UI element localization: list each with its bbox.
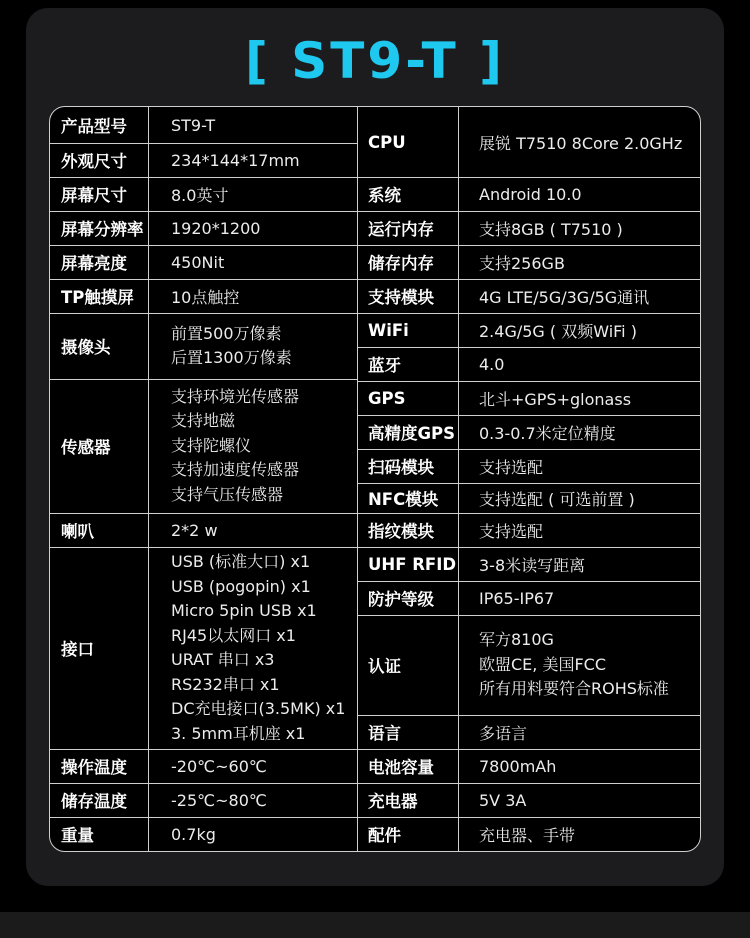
right-row-value (479, 749, 699, 783)
value-line: 支持环境光传感器 (171, 386, 300, 406)
right-row-label: GPS (368, 388, 406, 408)
column-divider (148, 107, 149, 851)
value-line: 8.0英寸 (171, 185, 229, 205)
value-line: 支持选配 ( 可选前置 ) (479, 489, 635, 509)
value-line: 10点触控 (171, 287, 240, 307)
left-row-value (171, 313, 356, 379)
left-row-value (171, 177, 356, 211)
value-line: 支持256GB (479, 253, 565, 273)
value-line: 3. 5mm耳机座 x1 (171, 723, 306, 743)
value-line: 4.0 (479, 354, 505, 374)
right-row-label: 指纹模块 (368, 522, 434, 541)
left-row-value (171, 107, 356, 143)
value-line: IP65-IP67 (479, 588, 555, 608)
right-row-value (479, 581, 699, 615)
column-divider (357, 107, 358, 851)
value-line: 支持陀螺仪 (171, 435, 252, 455)
right-row-label: 语言 (368, 724, 401, 743)
left-row-value (171, 783, 356, 817)
right-row-value (479, 381, 699, 415)
value-line: 支持加速度传感器 (171, 460, 300, 480)
right-row-label: CPU (368, 132, 406, 152)
right-row-value (479, 279, 699, 313)
value-line: 充电器、手带 (479, 825, 576, 845)
value-line: 5V 3A (479, 790, 527, 810)
right-row-value (479, 347, 699, 381)
right-row-value (479, 715, 699, 749)
left-row-value (171, 245, 356, 279)
right-row-label: NFC模块 (368, 490, 439, 509)
right-row-label: 运行内存 (368, 220, 434, 239)
left-row-label: 传感器 (61, 438, 111, 457)
left-row-label: 屏幕尺寸 (61, 186, 127, 205)
right-row-label: 支持模块 (368, 288, 434, 307)
left-row-value (171, 547, 356, 749)
page-title: [ ST9-T ] (245, 32, 505, 90)
right-row-value (479, 615, 699, 715)
right-row-label: 防护等级 (368, 590, 434, 609)
value-line: RS232串口 x1 (171, 674, 280, 694)
right-row-value (479, 245, 699, 279)
left-row-value (171, 379, 356, 513)
left-row-label: 屏幕亮度 (61, 254, 127, 273)
right-row-label: 配件 (368, 826, 401, 845)
value-line: -20℃~60℃ (171, 756, 267, 776)
value-line: 北斗+GPS+glonass (479, 389, 632, 409)
right-row-value (479, 783, 699, 817)
value-line: 2*2 w (171, 520, 218, 540)
right-row-label: UHF RFID (368, 554, 457, 574)
value-line: DC充电接口(3.5MK) x1 (171, 699, 346, 718)
value-line: 3-8米读写距离 (479, 555, 586, 575)
value-line: 2.4G/5G ( 双频WiFi ) (479, 321, 637, 341)
left-row-value (171, 817, 356, 851)
left-row-label: 接口 (61, 640, 94, 659)
left-row-label: 操作温度 (61, 758, 127, 777)
right-row-label: 扫码模块 (368, 458, 434, 477)
value-line: 7800mAh (479, 756, 557, 776)
right-row-label: 充电器 (368, 792, 418, 811)
value-line: 0.3-0.7米定位精度 (479, 423, 616, 443)
right-row-value (479, 817, 699, 851)
left-row-label: 屏幕分辨率 (61, 220, 144, 239)
right-row-label: 认证 (368, 657, 401, 676)
right-row-value (479, 483, 699, 513)
left-row-value (171, 513, 356, 547)
left-row-label: 外观尺寸 (61, 152, 127, 171)
right-row-label: 储存内存 (368, 254, 434, 273)
left-row-value (171, 143, 356, 177)
right-row-value (479, 513, 699, 547)
value-line: USB (pogopin) x1 (171, 576, 311, 596)
value-line: 军方810G (479, 630, 554, 650)
value-line: 所有用料要符合ROHS标准 (479, 679, 669, 699)
value-line: 前置500万像素 (171, 323, 282, 343)
value-line: 后置1300万像素 (171, 348, 292, 367)
right-row-value (479, 547, 699, 581)
value-line: 支持选配 (479, 457, 544, 477)
right-row-label: 高精度GPS (368, 424, 456, 443)
right-row-label: 系统 (368, 186, 401, 205)
value-line: RJ45以太网口 x1 (171, 625, 296, 645)
value-line: 0.7kg (171, 824, 216, 844)
value-line: 450Nit (171, 252, 225, 272)
left-row-value (171, 211, 356, 245)
spec-table (49, 106, 701, 852)
left-row-label: 喇叭 (61, 522, 94, 541)
value-line: 支持地磁 (171, 411, 236, 431)
value-line: 4G LTE/5G/3G/5G通讯 (479, 287, 650, 307)
right-row-value (479, 177, 699, 211)
right-row-label: 电池容量 (368, 758, 434, 777)
value-line: USB (标准大口) x1 (171, 552, 311, 571)
bottom-bar (0, 912, 750, 938)
right-row-label: 蓝牙 (368, 356, 401, 375)
left-row-value (171, 749, 356, 783)
value-line: 支持8GB ( T7510 ) (479, 219, 623, 239)
left-row-label: 产品型号 (61, 117, 127, 136)
value-line: 1920*1200 (171, 218, 261, 238)
left-row-label: 摄像头 (61, 338, 111, 357)
right-row-value (479, 449, 699, 483)
right-row-value (479, 415, 699, 449)
left-row-label: 储存温度 (61, 792, 127, 811)
value-line: 多语言 (479, 723, 528, 743)
left-row-label: TP触摸屏 (61, 288, 134, 307)
value-line: 234*144*17mm (171, 150, 300, 170)
left-row-value (171, 279, 356, 313)
value-line: -25℃~80℃ (171, 790, 267, 810)
value-line: Micro 5pin USB x1 (171, 601, 317, 620)
value-line: ST9-T (171, 115, 216, 135)
value-line: Android 10.0 (479, 184, 582, 204)
right-row-value (479, 107, 699, 177)
value-line: 展锐 T7510 8Core 2.0GHz (479, 133, 683, 153)
right-row-value (479, 313, 699, 347)
right-row-label: WiFi (368, 320, 409, 340)
value-line: 支持气压传感器 (171, 484, 284, 504)
column-divider (458, 107, 459, 851)
value-line: 欧盟CE, 美国FCC (479, 654, 607, 674)
right-row-value (479, 211, 699, 245)
left-row-label: 重量 (61, 826, 94, 845)
value-line: 支持选配 (479, 521, 544, 541)
value-line: URAT 串口 x3 (171, 650, 275, 669)
